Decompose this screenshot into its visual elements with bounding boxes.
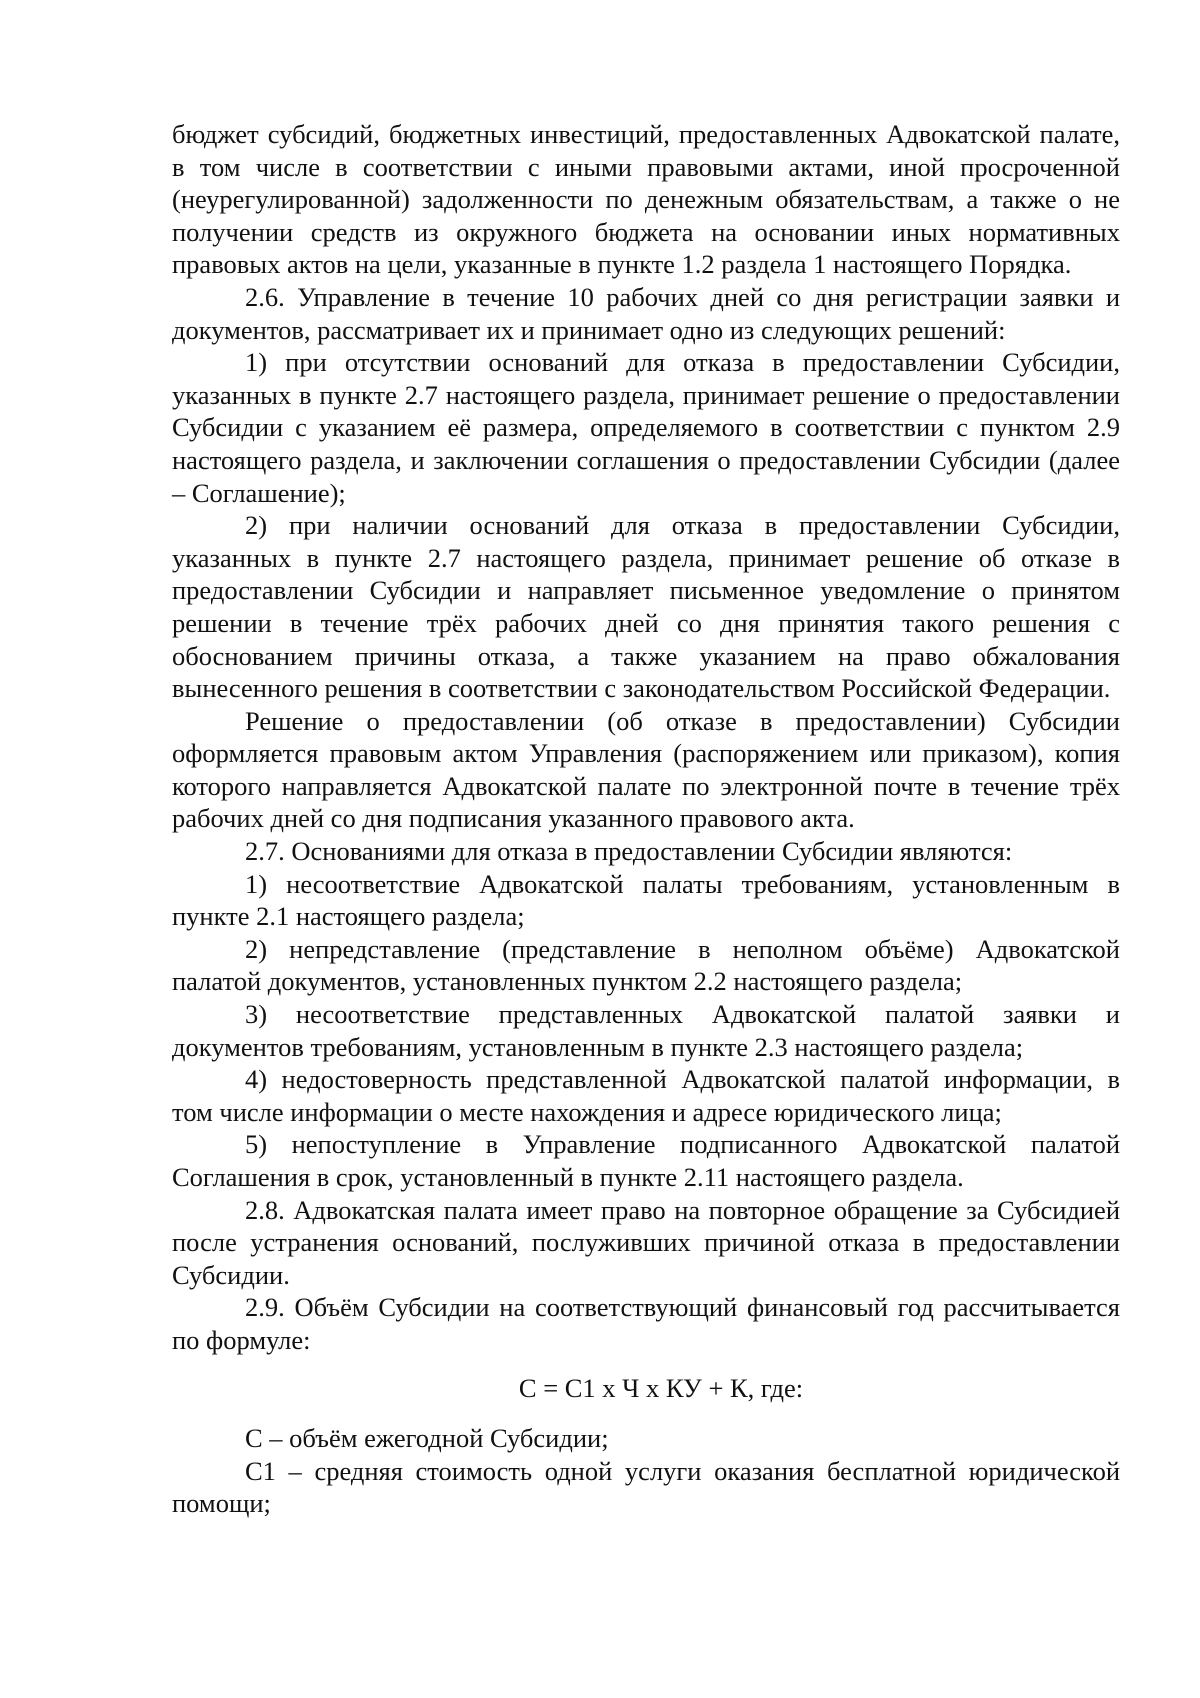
paragraph-2-7-item-4: 4) недостоверность представленной Адвокатской палатой информации, в том числе информации о месте нахождения и адресе юридического лица; — [172, 1064, 1120, 1127]
paragraph-2-7-item-2: 2) непредставление (представление в неполном объёме) Адвокатской палатой документов, установленных пунктом 2.2 настоящего раздела; — [172, 933, 1120, 997]
paragraph-2-7-item-1: 1) несоответствие Адвокатской палаты требованиям, установленным в пункте 2.1 настоящего раздела; — [172, 868, 1120, 932]
definition-c1: С1 – средняя стоимость одной услуги оказания бесплатной юридической помощи; — [172, 1455, 1120, 1519]
paragraph-2-6-item-1: 1) при отсутствии оснований для отказа в предоставлении Субсидии, указанных в пункте 2.7 настоящего раздела, принимает решение о предоставлении Субсидии с указанием её размера, определяемого в соответствии с пунктом 2.9 настоящего раздела, и заключении соглашения о предоставлении Субсидии (далее – Соглашение); — [172, 347, 1120, 508]
paragraph-2-7: 2.7. Основаниями для отказа в предоставлении Субсидии являются: — [245, 836, 1013, 867]
paragraph-2-6: 2.6. Управление в течение 10 рабочих дней со дня регистрации заявки и документов, рассматривает их и принимает одно из следующих решений: — [172, 281, 1120, 345]
paragraph-2-8: 2.8. Адвокатская палата имеет право на повторное обращение за Субсидией после устранения оснований, послуживших причиной отказа в предоставлении Субсидии. — [172, 1194, 1120, 1290]
paragraph-p0: бюджет субсидий, бюджетных инвестиций, предоставленных Адвокатской палате, в том числе в соответствии с иными правовыми актами, иной просроченной (неурегулированной) задолженности по денежным обязательствам, а также о не получении средств из окружного бюджета на основании иных нормативных правовых актов на цели, указанные в пункте 1.2 раздела 1 настоящего Порядка. — [172, 119, 1120, 280]
paragraph-decision: Решение о предоставлении (об отказе в предоставлении) Субсидии оформляется правовым актом Управления (распоряжением или приказом), копия которого направляется Адвокатской палате по электронной почте в течение трёх рабочих дней со дня подписания указанного правового акта. — [172, 705, 1120, 834]
document-page — [172, 118, 1120, 1520]
paragraph-2-9: 2.9. Объём Субсидии на соответствующий финансовый год рассчитывается по формуле: — [172, 1292, 1120, 1355]
definition-c: С – объём ежегодной Субсидии; — [245, 1423, 609, 1454]
paragraph-2-7-item-3: 3) несоответствие представленных Адвокатской палатой заявки и документов требованиям, установленным в пункте 2.3 настоящего раздела; — [172, 999, 1120, 1062]
paragraph-2-7-item-5: 5) непоступление в Управление подписанного Адвокатской палатой Соглашения в срок, установленный в пункте 2.11 настоящего раздела. — [172, 1129, 1120, 1192]
paragraph-2-6-item-2: 2) при наличии оснований для отказа в предоставлении Субсидии, указанных в пункте 2.7 настоящего раздела, принимает решение об отказе в предоставлении Субсидии и направляет письменное уведомление о принятом решении в течение трёх рабочих дней со дня принятия такого решения с обоснованием причины отказа, а также указанием на право обжалования вынесенного решения в соответствии с законодательством Российской Федерации. — [172, 510, 1120, 704]
subsidy-formula: С = С1 х Ч х КУ + К, где: — [518, 1372, 804, 1403]
